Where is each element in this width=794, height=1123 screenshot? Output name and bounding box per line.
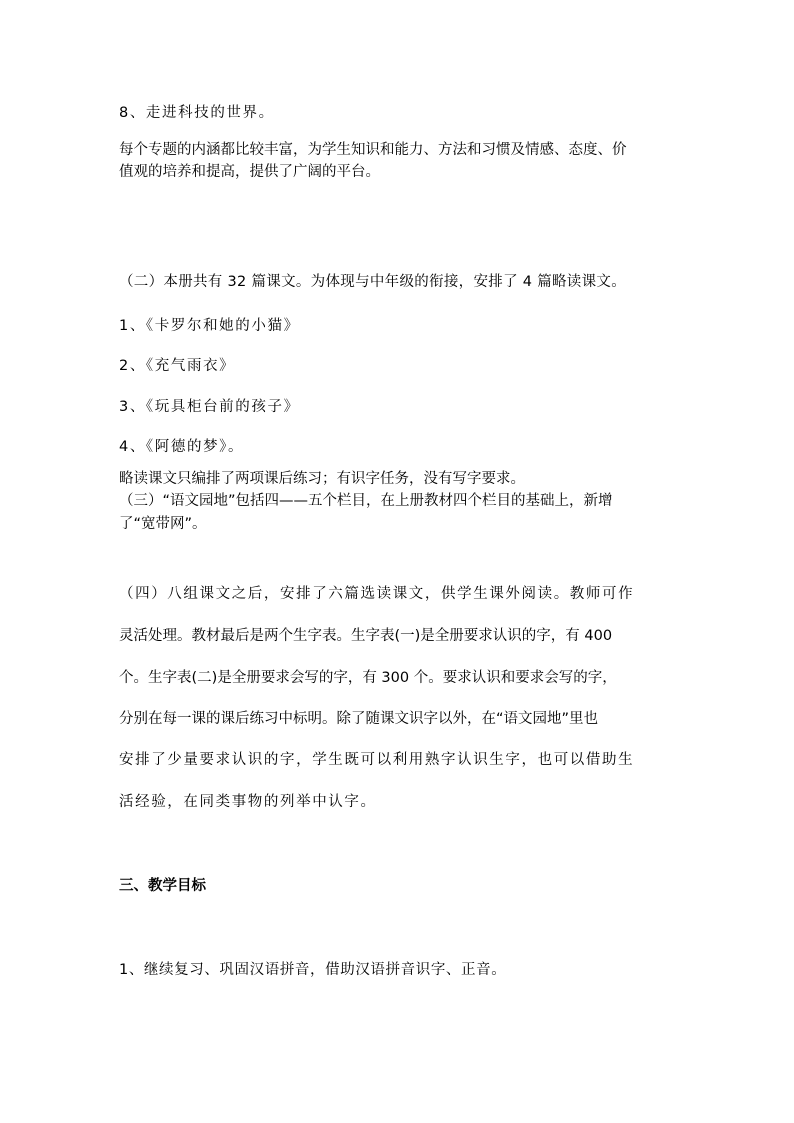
- text-line: 1、《卡罗尔和她的小猫》: [119, 318, 300, 334]
- text-line: 分别在每一课的课后练习中标明。除了随课文识字以外，在“语文园地”里也: [119, 711, 599, 727]
- text-line: 值观的培养和提高，提供了广阔的平台。: [119, 164, 380, 180]
- text-line: （二）本册共有 32 篇课文。为体现与中年级的衔接，安排了 4 篇略读课文。: [119, 274, 627, 290]
- text-line: 1、继续复习、巩固汉语拼音，借助汉语拼音识字、正音。: [119, 962, 507, 978]
- text-line: 安排了少量要求认识的字，学生既可以利用熟字认识生字，也可以借助生: [119, 752, 635, 768]
- text-line: 8、走进科技的世界。: [119, 105, 275, 121]
- text-line: 灵活处理。教材最后是两个生字表。生字表(一)是全册要求认识的字，有 400: [119, 628, 613, 644]
- text-line: 了“宽带网”。: [119, 516, 207, 532]
- text-line: 2、《充气雨衣》: [119, 358, 236, 374]
- section-heading: 三、教学目标: [119, 878, 206, 894]
- text-line: 每个专题的内涵都比较丰富，为学生知识和能力、方法和习惯及情感、态度、价: [119, 142, 627, 158]
- text-line: （三）“语文园地”包括四——五个栏目，在上册教材四个栏目的基础上，新增: [119, 493, 613, 509]
- text-line: 略读课文只编排了两项课后练习；有识字任务，没有写字要求。: [119, 471, 525, 487]
- text-line: （四）八组课文之后，安排了六篇选读课文，供学生课外阅读。教师可作: [119, 586, 635, 602]
- text-line: 3、《玩具柜台前的孩子》: [119, 399, 300, 415]
- text-line: 个。生字表(二)是全册要求会写的字，有 300 个。要求认识和要求会写的字，: [119, 670, 617, 686]
- text-line: 活经验，在同类事物的列举中认字。: [119, 794, 377, 810]
- text-line: 4、《阿德的梦》。: [119, 439, 245, 455]
